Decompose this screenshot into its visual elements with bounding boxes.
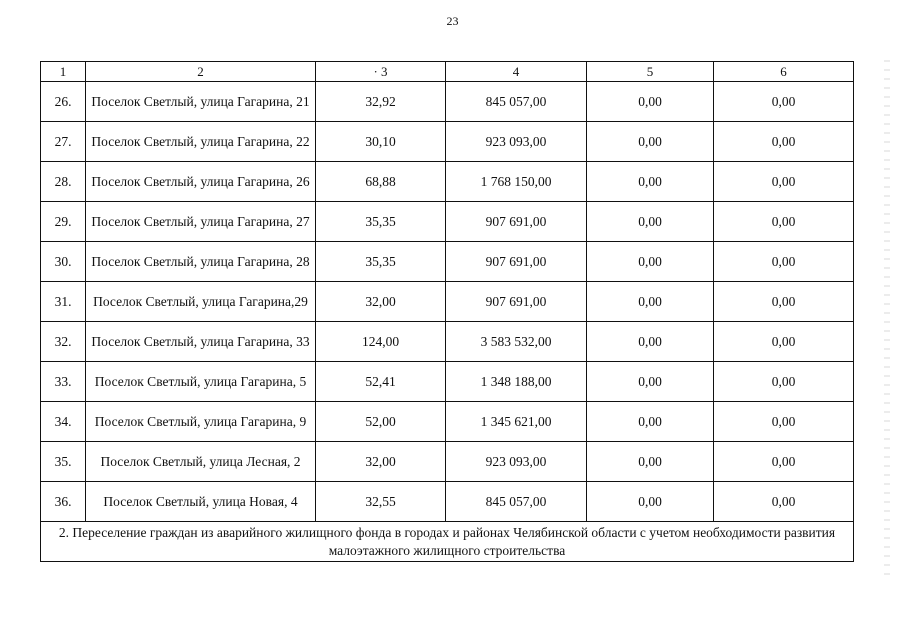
amount-cell: 845 057,00 xyxy=(446,482,587,522)
value-cell: 0,00 xyxy=(714,242,854,282)
row-number-cell: 28. xyxy=(41,162,86,202)
table-row xyxy=(41,242,854,282)
value-cell: 0,00 xyxy=(714,282,854,322)
table-header-row xyxy=(41,62,854,82)
row-number-cell: 34. xyxy=(41,402,86,442)
value-cell: 0,00 xyxy=(587,282,714,322)
address-cell: Поселок Светлый, улица Гагарина, 5 xyxy=(86,362,316,402)
column-header: 2 xyxy=(86,62,316,82)
table-row xyxy=(41,82,854,122)
address-cell: Поселок Светлый, улица Гагарина,29 xyxy=(86,282,316,322)
value-cell: 0,00 xyxy=(587,482,714,522)
address-cell: Поселок Светлый, улица Гагарина, 22 xyxy=(86,122,316,162)
row-number-cell: 27. xyxy=(41,122,86,162)
scan-margin-artifact xyxy=(884,60,890,580)
area-cell: 30,10 xyxy=(316,122,446,162)
table-row xyxy=(41,322,854,362)
value-cell: 0,00 xyxy=(714,162,854,202)
value-cell: 0,00 xyxy=(587,362,714,402)
row-number-cell: 26. xyxy=(41,82,86,122)
address-cell: Поселок Светлый, улица Лесная, 2 xyxy=(86,442,316,482)
column-header: 1 xyxy=(41,62,86,82)
amount-cell: 907 691,00 xyxy=(446,242,587,282)
area-cell: 32,92 xyxy=(316,82,446,122)
amount-cell: 907 691,00 xyxy=(446,282,587,322)
data-table xyxy=(40,61,854,562)
section-note: 2. Переселение граждан из аварийного жилищного фонда в городах и районах Челябинской области с учетом необходимости развития малоэтажного жилищного строительства xyxy=(41,522,854,562)
column-header: 6 xyxy=(714,62,854,82)
address-cell: Поселок Светлый, улица Новая, 4 xyxy=(86,482,316,522)
value-cell: 0,00 xyxy=(714,482,854,522)
row-number-cell: 33. xyxy=(41,362,86,402)
area-cell: 32,00 xyxy=(316,442,446,482)
table-row xyxy=(41,442,854,482)
table-row xyxy=(41,122,854,162)
area-cell: 35,35 xyxy=(316,242,446,282)
table-row xyxy=(41,482,854,522)
address-cell: Поселок Светлый, улица Гагарина, 21 xyxy=(86,82,316,122)
table-row xyxy=(41,202,854,242)
table-row xyxy=(41,282,854,322)
amount-cell: 1 768 150,00 xyxy=(446,162,587,202)
value-cell: 0,00 xyxy=(587,402,714,442)
row-number-cell: 31. xyxy=(41,282,86,322)
table-row xyxy=(41,162,854,202)
amount-cell: 3 583 532,00 xyxy=(446,322,587,362)
value-cell: 0,00 xyxy=(714,402,854,442)
row-number-cell: 36. xyxy=(41,482,86,522)
row-number-cell: 35. xyxy=(41,442,86,482)
amount-cell: 1 348 188,00 xyxy=(446,362,587,402)
table-row xyxy=(41,402,854,442)
row-number-cell: 30. xyxy=(41,242,86,282)
area-cell: 52,41 xyxy=(316,362,446,402)
amount-cell: 907 691,00 xyxy=(446,202,587,242)
value-cell: 0,00 xyxy=(587,202,714,242)
amount-cell: 923 093,00 xyxy=(446,442,587,482)
value-cell: 0,00 xyxy=(587,442,714,482)
address-cell: Поселок Светлый, улица Гагарина, 28 xyxy=(86,242,316,282)
page-number: 23 xyxy=(446,14,459,28)
column-header: · 3 xyxy=(316,62,446,82)
row-number-cell: 29. xyxy=(41,202,86,242)
value-cell: 0,00 xyxy=(587,242,714,282)
value-cell: 0,00 xyxy=(587,322,714,362)
value-cell: 0,00 xyxy=(714,122,854,162)
area-cell: 52,00 xyxy=(316,402,446,442)
area-cell: 35,35 xyxy=(316,202,446,242)
value-cell: 0,00 xyxy=(587,122,714,162)
value-cell: 0,00 xyxy=(714,362,854,402)
value-cell: 0,00 xyxy=(714,202,854,242)
address-cell: Поселок Светлый, улица Гагарина, 33 xyxy=(86,322,316,362)
amount-cell: 1 345 621,00 xyxy=(446,402,587,442)
address-cell: Поселок Светлый, улица Гагарина, 9 xyxy=(86,402,316,442)
area-cell: 68,88 xyxy=(316,162,446,202)
column-header: 4 xyxy=(446,62,587,82)
area-cell: 124,00 xyxy=(316,322,446,362)
value-cell: 0,00 xyxy=(714,82,854,122)
area-cell: 32,00 xyxy=(316,282,446,322)
value-cell: 0,00 xyxy=(587,82,714,122)
table-row xyxy=(41,362,854,402)
column-header: 5 xyxy=(587,62,714,82)
value-cell: 0,00 xyxy=(714,322,854,362)
area-cell: 32,55 xyxy=(316,482,446,522)
address-cell: Поселок Светлый, улица Гагарина, 27 xyxy=(86,202,316,242)
amount-cell: 845 057,00 xyxy=(446,82,587,122)
value-cell: 0,00 xyxy=(714,442,854,482)
value-cell: 0,00 xyxy=(587,162,714,202)
amount-cell: 923 093,00 xyxy=(446,122,587,162)
address-cell: Поселок Светлый, улица Гагарина, 26 xyxy=(86,162,316,202)
row-number-cell: 32. xyxy=(41,322,86,362)
section-note-row xyxy=(41,522,854,562)
